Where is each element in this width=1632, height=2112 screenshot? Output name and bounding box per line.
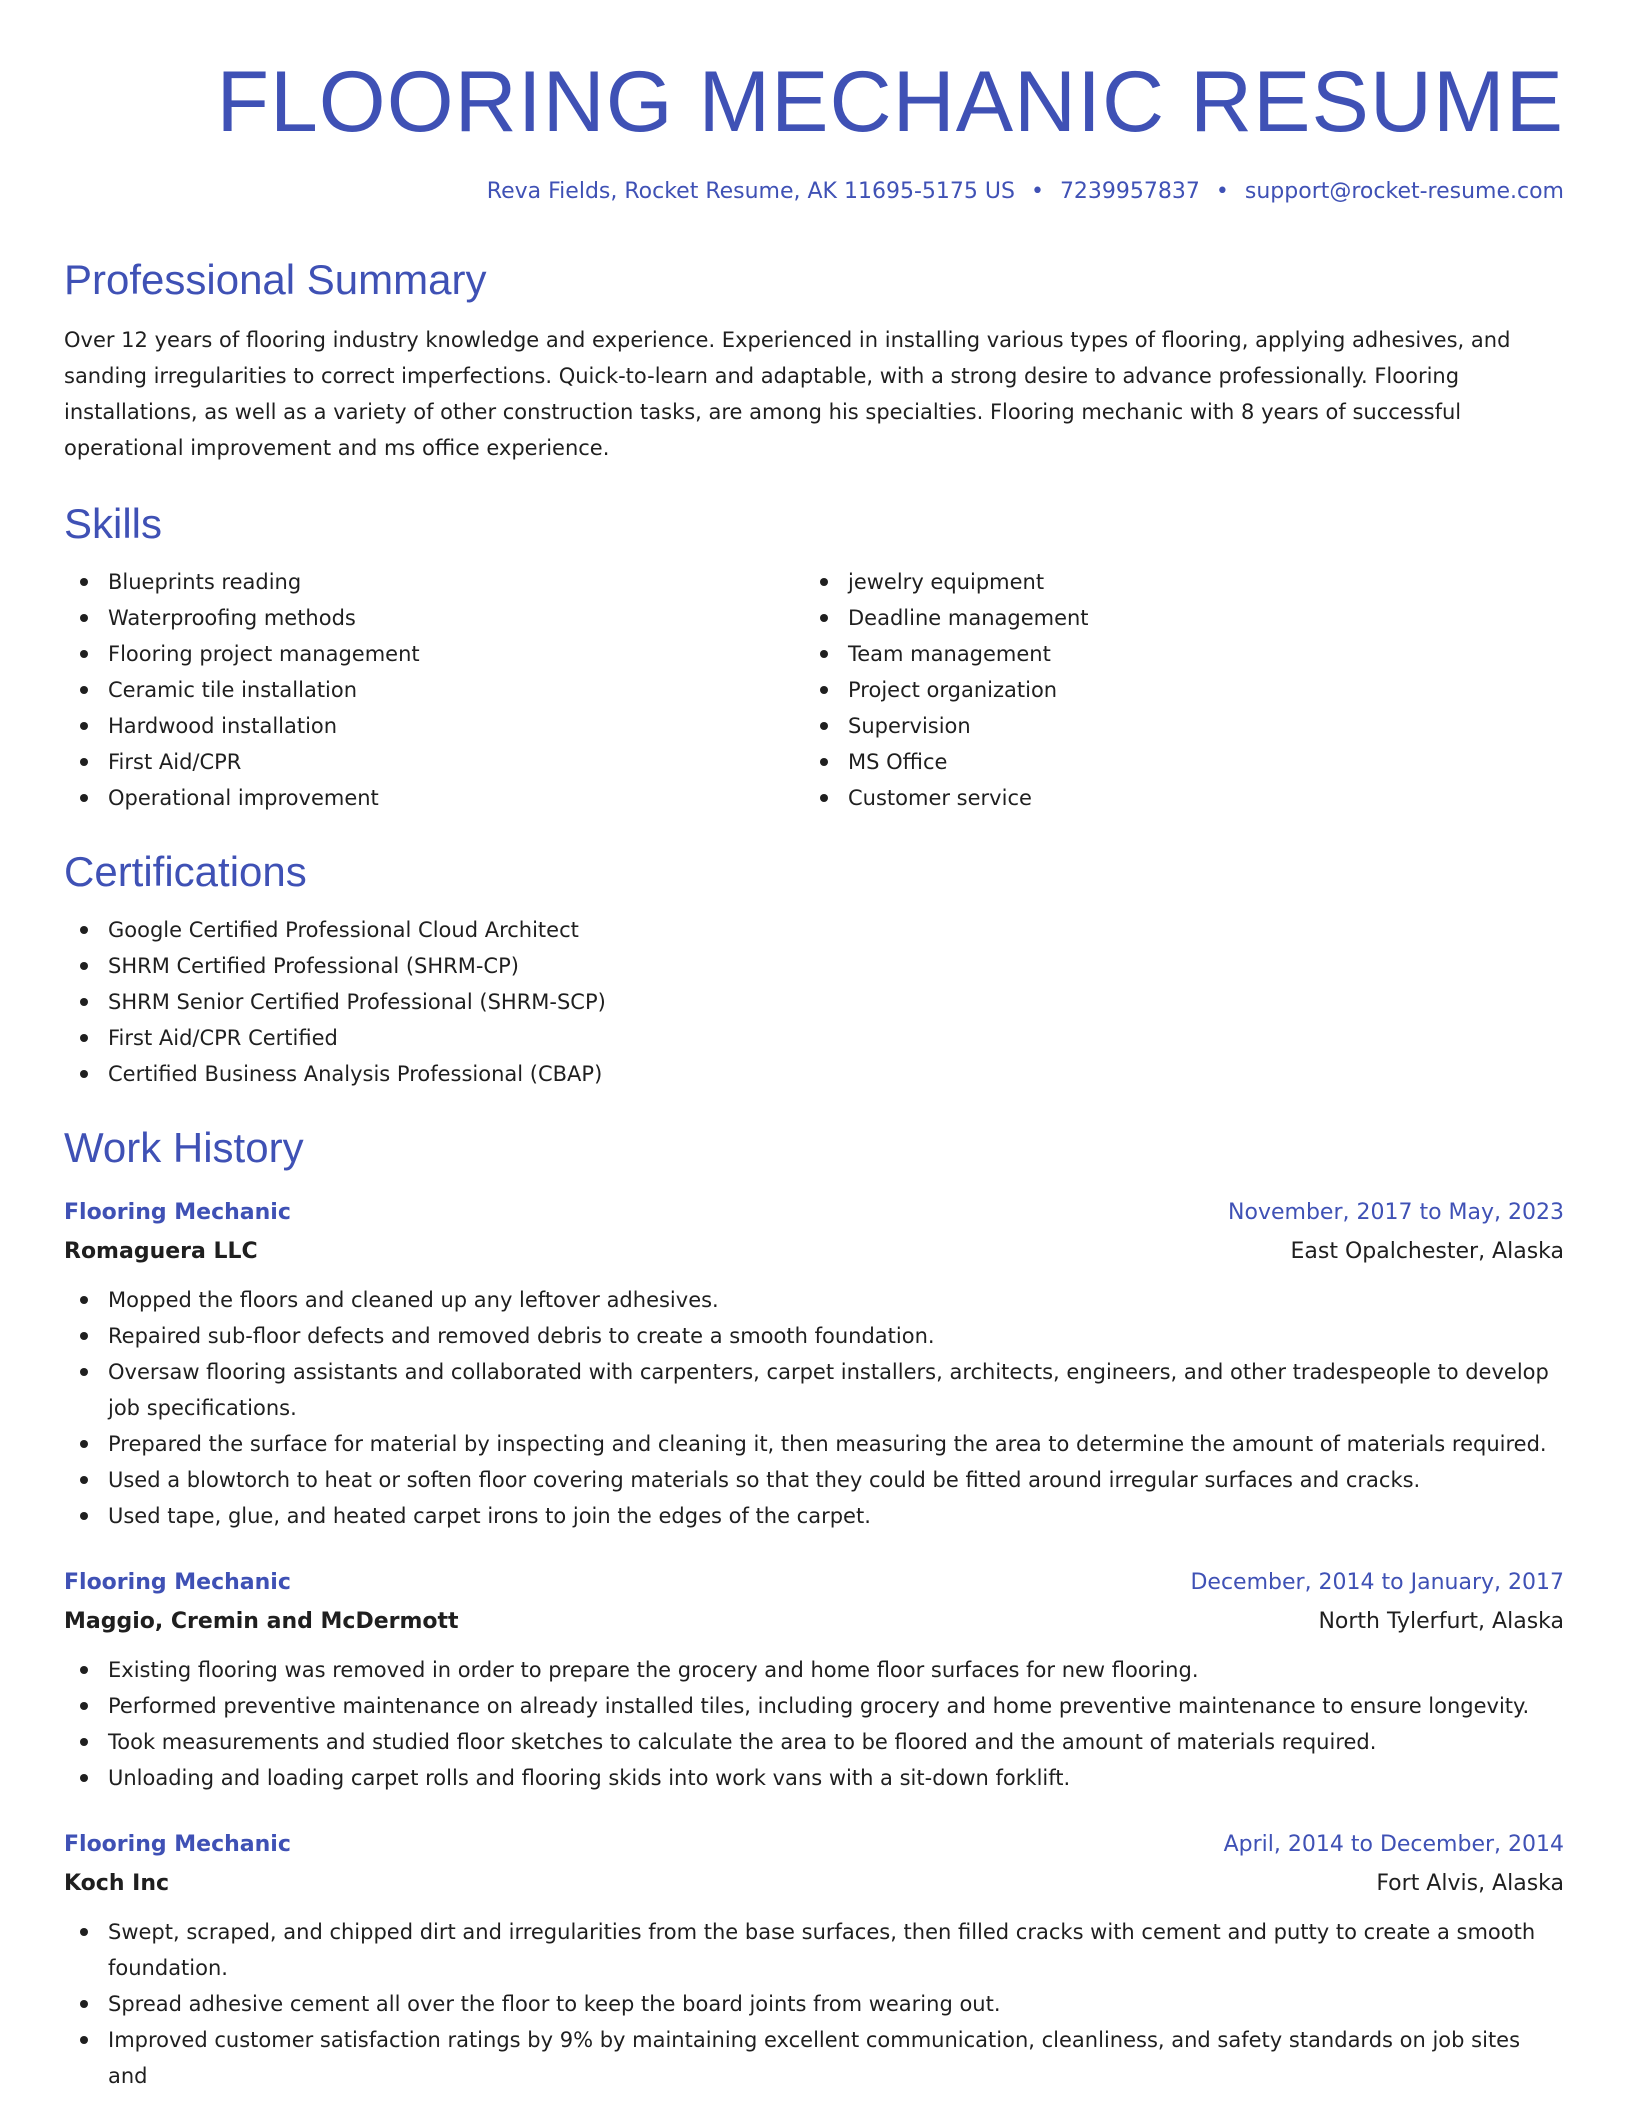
list-item-text: First Aid/CPR Certified <box>108 1026 338 1050</box>
job-entry <box>64 1564 1564 1796</box>
job-location: East Opalchester, Alaska <box>1290 1239 1564 1264</box>
bullet-dot <box>80 614 88 622</box>
work-history-list <box>64 1194 1564 2094</box>
list-item <box>64 1056 1564 1092</box>
list-item-text: Ceramic tile installation <box>108 678 358 702</box>
bullet-dot <box>820 758 828 766</box>
list-item-text: First Aid/CPR <box>108 750 242 774</box>
list-item <box>64 1652 1564 1688</box>
job-location: Fort Alvis, Alaska <box>1376 1871 1564 1896</box>
bullet-dot <box>80 998 88 1006</box>
list-item <box>64 1688 1564 1724</box>
list-item-text: Project organization <box>848 678 1058 702</box>
bullet-dot <box>80 1296 88 1304</box>
bullet-dot <box>80 1440 88 1448</box>
list-item-text: Existing flooring was removed in order to prepare the grocery and home floor surfaces for new flooring. <box>108 1658 1199 1682</box>
bullet-dot <box>80 1666 88 1674</box>
list-item <box>64 1354 1564 1426</box>
job-company: Romaguera LLC <box>64 1239 258 1264</box>
job-title: Flooring Mechanic <box>64 1832 291 1857</box>
bullet-dot <box>80 650 88 658</box>
job-title: Flooring Mechanic <box>64 1570 291 1595</box>
certifications-list <box>64 912 1564 1092</box>
bullet-dot <box>80 1702 88 1710</box>
list-item <box>64 2022 1564 2094</box>
contact-separator: • <box>1215 179 1229 204</box>
list-item-text: Team management <box>848 642 1051 666</box>
job-company: Maggio, Cremin and McDermott <box>64 1609 459 1634</box>
job-dates: April, 2014 to December, 2014 <box>1223 1832 1564 1857</box>
section-heading-summary: Professional Summary <box>64 256 487 303</box>
list-item <box>804 600 1544 636</box>
bullet-dot <box>80 2000 88 2008</box>
bullet-dot <box>80 1070 88 1078</box>
bullet-dot <box>820 650 828 658</box>
bullet-dot <box>80 794 88 802</box>
list-item <box>64 912 1564 948</box>
job-bullets <box>64 1652 1564 1796</box>
bullet-dot <box>80 1512 88 1520</box>
list-item <box>64 1318 1564 1354</box>
list-item <box>64 744 804 780</box>
bullet-dot <box>820 794 828 802</box>
resume-title: FLOORING MECHANIC RESUME <box>216 54 1564 150</box>
list-item <box>804 636 1544 672</box>
list-item-text: Unloading and loading carpet rolls and flooring skids into work vans with a sit-down forklift. <box>108 1766 1071 1790</box>
bullet-dot <box>80 1368 88 1376</box>
job-title-row <box>64 1194 1564 1232</box>
job-company: Koch Inc <box>64 1871 170 1896</box>
list-item <box>64 1462 1564 1498</box>
contact-separator: • <box>1030 179 1044 204</box>
list-item <box>804 672 1544 708</box>
bullet-dot <box>820 722 828 730</box>
list-item <box>64 1282 1564 1318</box>
job-title-row <box>64 1826 1564 1864</box>
list-item-text: Performed preventive maintenance on already installed tiles, including grocery and home preventive maintenance to ensure longevity. <box>108 1694 1530 1718</box>
list-item <box>804 744 1544 780</box>
bullet-dot <box>80 926 88 934</box>
list-item <box>64 984 1564 1020</box>
list-item <box>64 564 804 600</box>
list-item-text: Blueprints reading <box>108 570 302 594</box>
skills-grid <box>64 564 1564 816</box>
list-item-text: Certified Business Analysis Professional (CBAP) <box>108 1062 603 1086</box>
section-heading-skills: Skills <box>64 500 163 547</box>
list-item <box>64 636 804 672</box>
section-heading-work-history: Work History <box>64 1124 304 1171</box>
job-company-row <box>64 1232 1564 1272</box>
list-item <box>804 708 1544 744</box>
bullet-dot <box>80 1476 88 1484</box>
list-item-text: jewelry equipment <box>848 570 1045 594</box>
job-title: Flooring Mechanic <box>64 1200 291 1225</box>
list-item-text: SHRM Certified Professional (SHRM-CP) <box>108 954 519 978</box>
list-item-text: SHRM Senior Certified Professional (SHRM-SCP) <box>108 990 606 1014</box>
list-item <box>64 1724 1564 1760</box>
list-item-text: Spread adhesive cement all over the floor to keep the board joints from wearing out. <box>108 1992 1001 2016</box>
list-item-text: Prepared the surface for material by inspecting and cleaning it, then measuring the area to determine the amount of materials required. <box>108 1432 1547 1456</box>
list-item-text: Mopped the floors and cleaned up any leftover adhesives. <box>108 1288 719 1312</box>
list-item-text: Waterproofing methods <box>108 606 356 630</box>
bullet-dot <box>80 1928 88 1936</box>
list-item <box>804 564 1544 600</box>
bullet-dot <box>80 1034 88 1042</box>
contact-line <box>64 176 1564 208</box>
bullet-dot <box>820 614 828 622</box>
list-item-text: Customer service <box>848 786 1032 810</box>
list-item-text: Improved customer satisfaction ratings by 9% by maintaining excellent communication, cleanliness, and safety standards on job sites and <box>108 2028 1521 2088</box>
job-bullets <box>64 1914 1564 2094</box>
list-item-text: Google Certified Professional Cloud Architect <box>108 918 579 942</box>
bullet-dot <box>80 1774 88 1782</box>
section-heading-certifications: Certifications <box>64 848 307 895</box>
bullet-dot <box>820 686 828 694</box>
summary-text: Over 12 years of flooring industry knowledge and experience. Experienced in installing various types of flooring, applying adhesives, and sanding irregularities to correct imperfections. Quick-to-learn and adaptable, with a strong desire to advance professionally. Flooring installations, as well as a variety of other construction tasks, are among his specialties. Flooring mechanic with 8 years of successful operational improvement and ms office experience. <box>64 328 1511 460</box>
contact-phone: 7239957837 <box>1059 179 1200 204</box>
bullet-dot <box>80 1332 88 1340</box>
contact-address: Reva Fields, Rocket Resume, AK 11695-5175 US <box>486 179 1015 204</box>
list-item-text: Supervision <box>848 714 971 738</box>
list-item <box>64 1986 1564 2022</box>
resume-page <box>64 0 1564 2094</box>
list-item-text: Deadline management <box>848 606 1089 630</box>
list-item-text: Used a blowtorch to heat or soften floor covering materials so that they could be fitted around irregular surfaces and cracks. <box>108 1468 1421 1492</box>
list-item <box>64 600 804 636</box>
bullet-dot <box>80 722 88 730</box>
list-item-text: Oversaw flooring assistants and collaborated with carpenters, carpet installers, architects, engineers, and other tradespeople to develop job specifications. <box>108 1360 1549 1420</box>
list-item-text: Repaired sub-floor defects and removed debris to create a smooth foundation. <box>108 1324 935 1348</box>
list-item-text: MS Office <box>848 750 948 774</box>
list-item <box>64 1498 1564 1534</box>
list-item <box>64 948 1564 984</box>
bullet-dot <box>80 962 88 970</box>
list-item <box>64 780 804 816</box>
list-item-text: Took measurements and studied floor sketches to calculate the area to be floored and the amount of materials required. <box>108 1730 1377 1754</box>
bullet-dot <box>80 1738 88 1746</box>
contact-email: support@rocket-resume.com <box>1244 179 1564 204</box>
job-bullets <box>64 1282 1564 1534</box>
skills-list-left <box>64 564 804 816</box>
list-item <box>64 708 804 744</box>
bullet-dot <box>80 686 88 694</box>
list-item-text: Operational improvement <box>108 786 379 810</box>
list-item-text: Used tape, glue, and heated carpet irons to join the edges of the carpet. <box>108 1504 871 1528</box>
list-item <box>804 780 1544 816</box>
list-item-text: Flooring project management <box>108 642 420 666</box>
job-location: North Tylerfurt, Alaska <box>1318 1609 1564 1634</box>
job-entry <box>64 1194 1564 1534</box>
list-item-text: Swept, scraped, and chipped dirt and irregularities from the base surfaces, then filled cracks with cement and putty to create a smooth foundation. <box>108 1920 1536 1980</box>
job-entry <box>64 1826 1564 2094</box>
job-company-row <box>64 1602 1564 1642</box>
list-item <box>64 1426 1564 1462</box>
bullet-dot <box>80 758 88 766</box>
list-item <box>64 1020 1564 1056</box>
list-item <box>64 1760 1564 1796</box>
bullet-dot <box>80 578 88 586</box>
list-item <box>64 1914 1564 1986</box>
job-dates: December, 2014 to January, 2017 <box>1190 1570 1564 1595</box>
bullet-dot <box>820 578 828 586</box>
list-item <box>64 672 804 708</box>
job-dates: November, 2017 to May, 2023 <box>1228 1200 1564 1225</box>
job-company-row <box>64 1864 1564 1904</box>
job-title-row <box>64 1564 1564 1602</box>
bullet-dot <box>80 2036 88 2044</box>
skills-list-right <box>804 564 1544 816</box>
list-item-text: Hardwood installation <box>108 714 338 738</box>
